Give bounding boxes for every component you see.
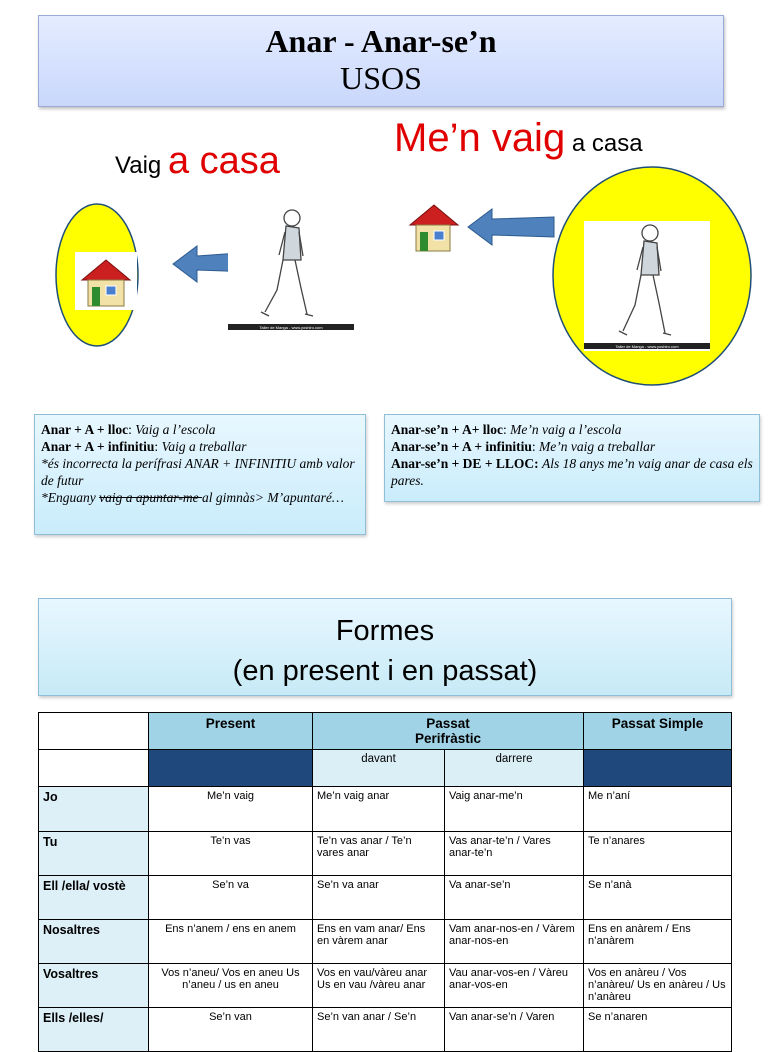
pronoun-cell: Nosaltres [39, 920, 149, 964]
right-info-box [384, 414, 760, 502]
darrere-cell: Vas anar-te’n / Vares anar-te’n [445, 832, 584, 876]
present-cell: Te’n vas [149, 832, 313, 876]
page-subtitle: USOS [340, 60, 422, 96]
right-label-place: a casa [571, 130, 643, 157]
simple-cell: Te n’anares [584, 832, 732, 876]
formes-subtitle: (en present i en passat) [232, 655, 538, 687]
left-label-verb: Vaig [115, 152, 162, 179]
darrere-cell: Vau anar-vos-en / Vàreu anar-vos-en [445, 964, 584, 1008]
header-present: Present [149, 713, 313, 750]
davant-cell: Se’n van anar / Se’n [313, 1008, 445, 1052]
davant-cell: Se’n va anar [313, 876, 445, 920]
subheader-davant: davant [313, 750, 445, 787]
left-illustration [55, 200, 355, 350]
left-info-box [34, 414, 366, 535]
left-label [115, 140, 280, 183]
left-line-4: *Enguany vaig a apuntar-me al gimnàs> M’apuntaré… [41, 490, 344, 505]
davant-cell: Te’n vas anar / Te’n vares anar [313, 832, 445, 876]
left-label-place: a casa [167, 140, 280, 182]
pronoun-cell: Jo [39, 787, 149, 832]
right-line-1: Anar-se’n + A+ lloc: Me’n vaig a l’escola [391, 422, 622, 437]
left-line-1: Anar + A + lloc: Vaig a l’escola [41, 422, 216, 437]
pronoun-cell: Ells /elles/ [39, 1008, 149, 1052]
present-cell: Ens n’anem / ens en anem [149, 920, 313, 964]
darrere-cell: Vaig anar-me’n [445, 787, 584, 832]
subheader-darrere: darrere [445, 750, 584, 787]
simple-cell: Me n’aní [584, 787, 732, 832]
pronoun-cell: Vosaltres [39, 964, 149, 1008]
conjugation-table [38, 712, 732, 1052]
present-cell: Me’n vaig [149, 787, 313, 832]
subheader-present-dark [149, 750, 313, 787]
pronoun-cell: Tu [39, 832, 149, 876]
formes-box [38, 598, 732, 696]
table-row [39, 1008, 732, 1052]
table-row [39, 787, 732, 832]
darrere-cell: Van anar-se’n / Varen [445, 1008, 584, 1052]
title-box [38, 15, 724, 107]
page-title: Anar - Anar-se’n [265, 23, 497, 59]
table-subheader-row [39, 750, 732, 787]
header-passat: Passat Perifràstic [313, 713, 584, 750]
davant-cell: Ens en vam anar/ Ens en vàrem anar [313, 920, 445, 964]
table-header-row [39, 713, 732, 750]
right-illustration [400, 165, 760, 387]
simple-cell: Vos en anàreu / Vos n’anàreu/ Us en anàreu / Us n’anàreu [584, 964, 732, 1008]
simple-cell: Ens en anàrem / Ens n’anàrem [584, 920, 732, 964]
pronoun-cell: Ell /ella/ vostè [39, 876, 149, 920]
table-corner [39, 713, 149, 750]
simple-cell: Se n’anaren [584, 1008, 732, 1052]
table-row [39, 832, 732, 876]
table-row [39, 964, 732, 1008]
left-line-2: Anar + A + infinitiu: Vaig a treballar [41, 439, 247, 454]
present-cell: Vos n’aneu/ Vos en aneu Us n’aneu / us en aneu [149, 964, 313, 1008]
right-arrow-icon [468, 209, 554, 245]
darrere-cell: Va anar-se’n [445, 876, 584, 920]
table-row [39, 920, 732, 964]
darrere-cell: Vam anar-nos-en / Vàrem anar-nos-en [445, 920, 584, 964]
simple-cell: Se n’anà [584, 876, 732, 920]
davant-cell: Vos en vau/vàreu anar Us en vau /vàreu anar [313, 964, 445, 1008]
davant-cell: Me’n vaig anar [313, 787, 445, 832]
right-label [394, 116, 643, 161]
subheader-empty [39, 750, 149, 787]
table-row [39, 876, 732, 920]
left-line-3: *és incorrecta la perífrasi ANAR + INFINITIU amb valor de futur [41, 456, 355, 488]
right-line-3: Anar-se’n + DE + LLOC: Als 18 anys me’n vaig anar de casa els pares. [391, 456, 753, 488]
right-label-verb: Me’n vaig [394, 116, 566, 160]
formes-title: Formes [335, 615, 435, 647]
house-icon-right [410, 205, 458, 251]
right-line-2: Anar-se’n + A + infinitiu: Me’n vaig a treballar [391, 439, 656, 454]
header-passat-simple: Passat Simple [584, 713, 732, 750]
present-cell: Se’n va [149, 876, 313, 920]
walker-caption: Taller de Manga - www.yoshiro.com [259, 325, 323, 330]
right-walker-caption: Taller de Manga - www.yoshiro.com [615, 344, 679, 349]
subheader-simple-dark [584, 750, 732, 787]
present-cell: Se’n van [149, 1008, 313, 1052]
